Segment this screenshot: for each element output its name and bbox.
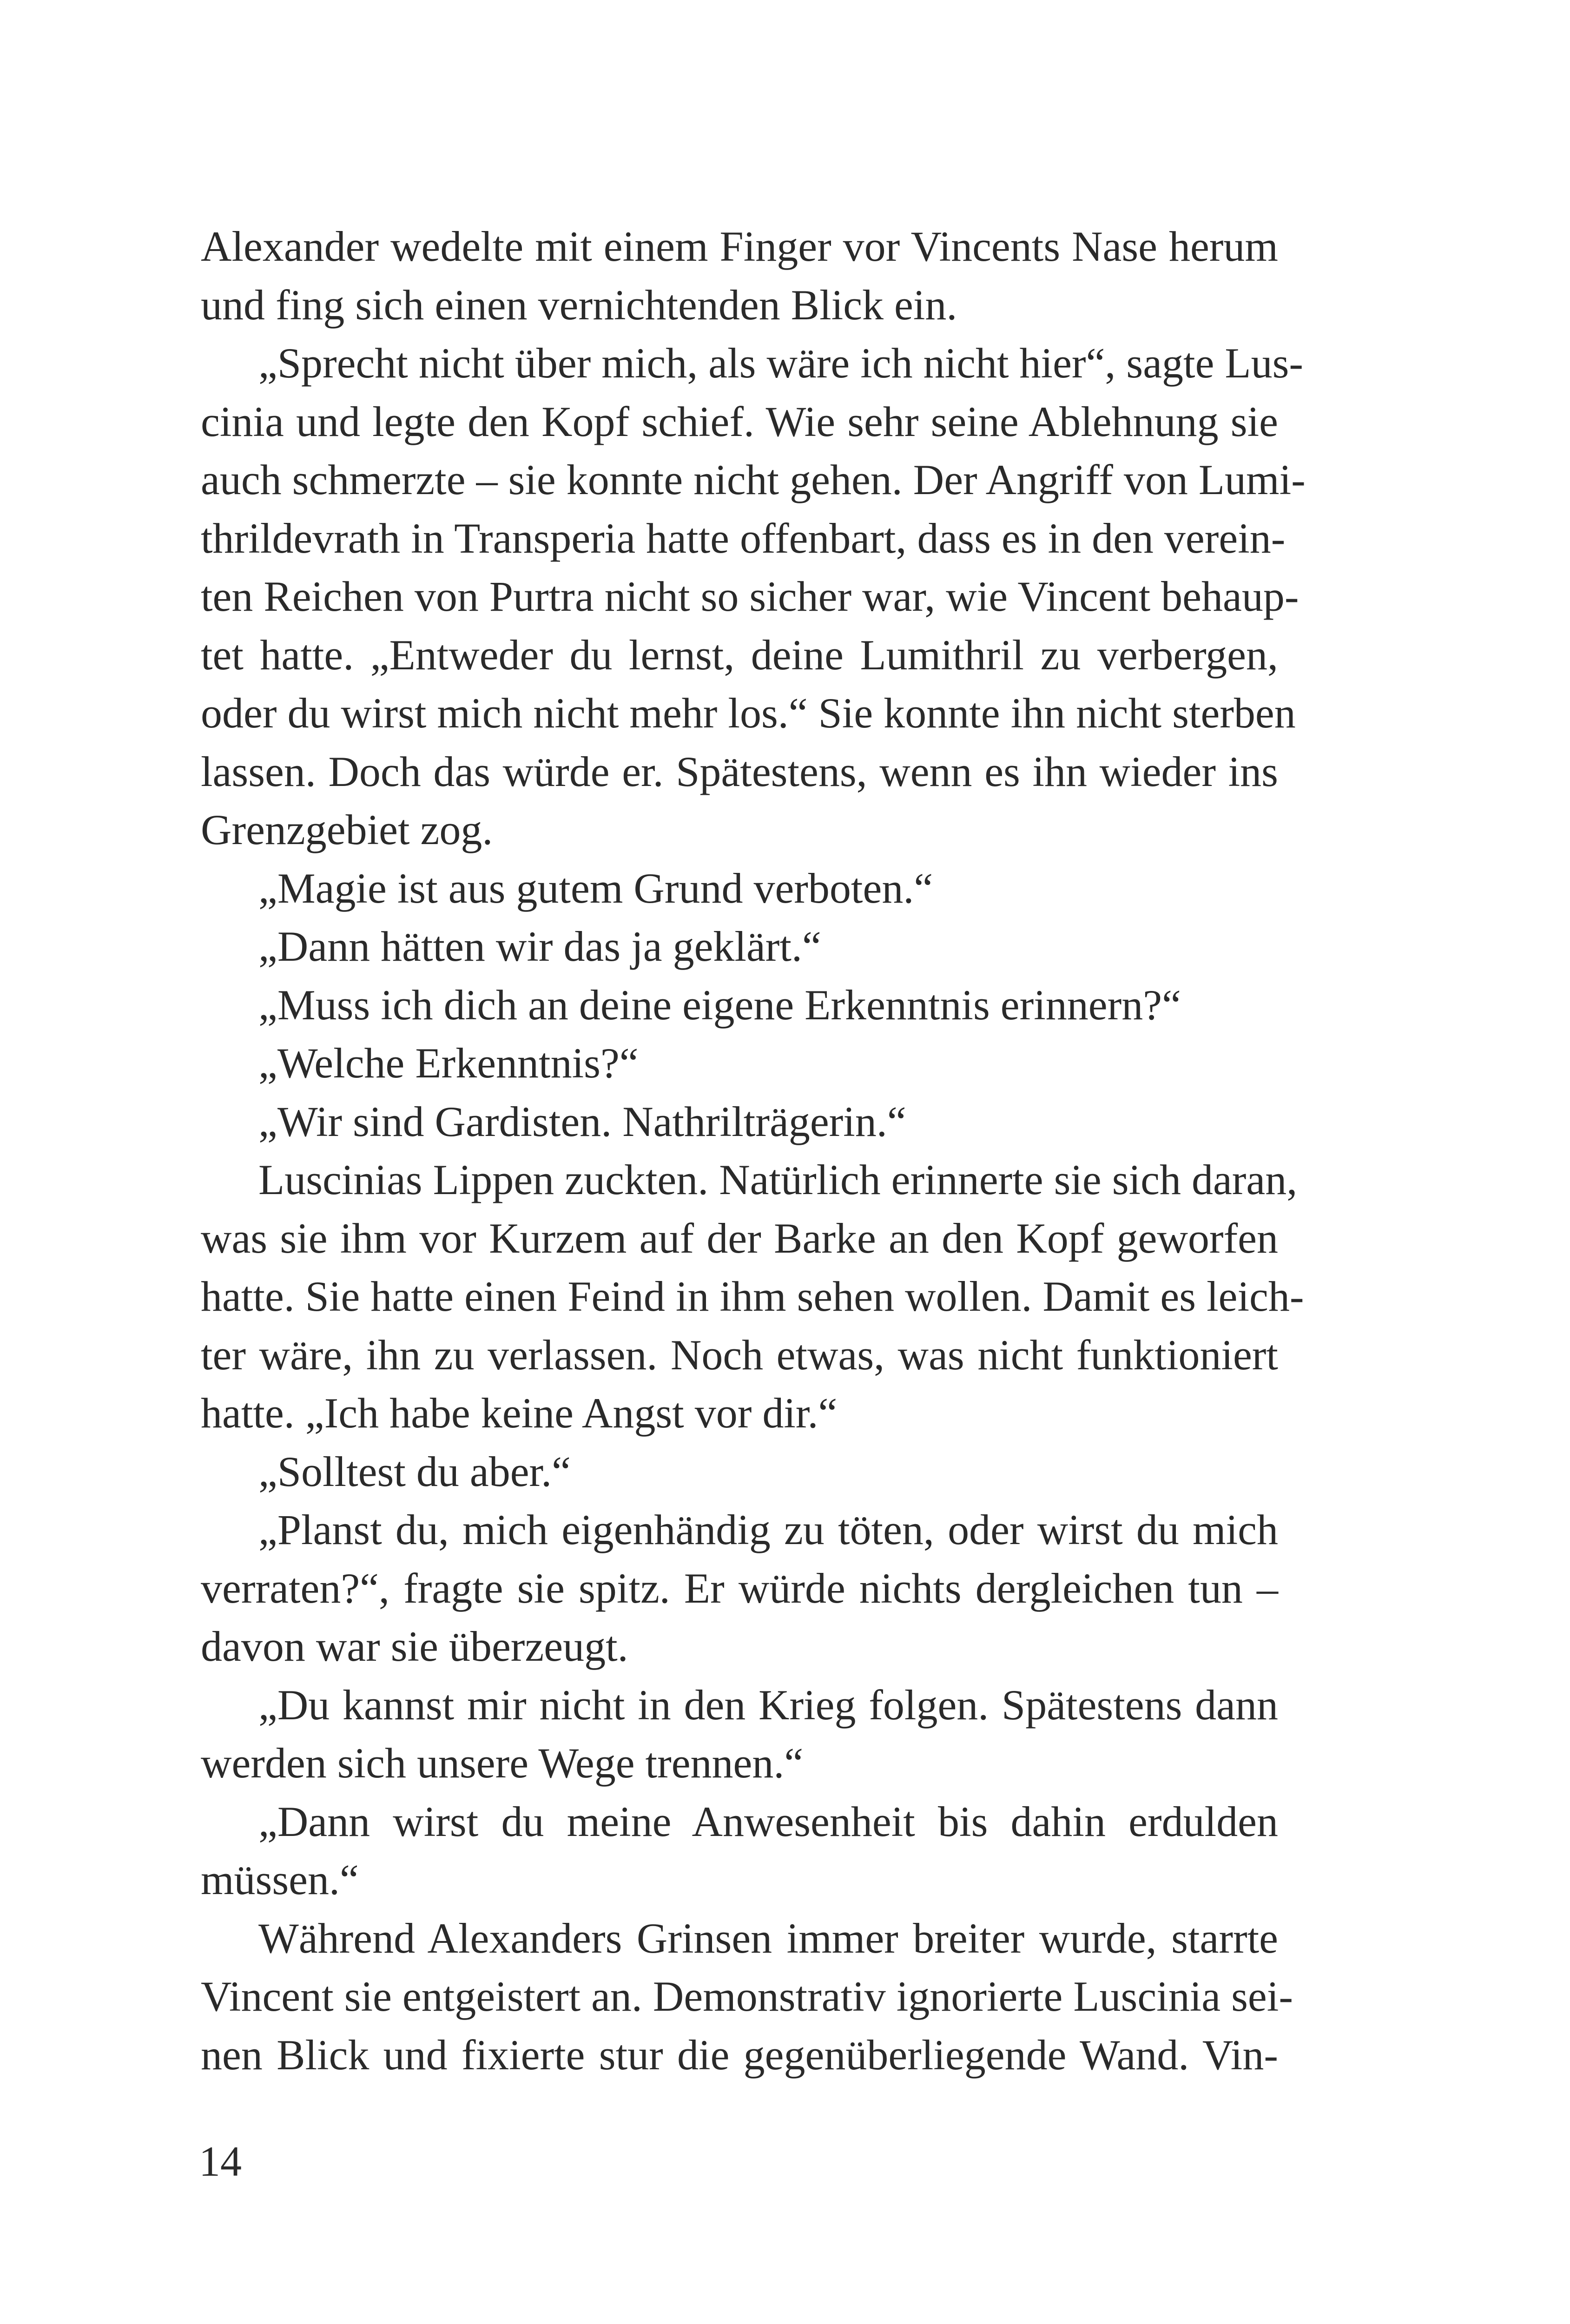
- text-line: tet hatte. „Entweder du lernst, deine Lumithril zu verbergen,: [201, 631, 1278, 679]
- text-line: „Solltest du aber.“: [258, 1447, 571, 1495]
- text-line: auch schmerzte – sie konnte nicht gehen. Der Angriff von Lumi-: [201, 456, 1306, 503]
- text-line: „Dann wirst du meine Anwesenheit bis dahin erdulden: [258, 1797, 1278, 1845]
- text-line: „Magie ist aus gutem Grund verboten.“: [258, 864, 933, 912]
- text-line: thrildevrath in Transperia hatte offenbart, dass es in den verein-: [201, 514, 1286, 562]
- text-line: was sie ihm vor Kurzem auf der Barke an den Kopf geworfen: [201, 1214, 1278, 1262]
- text-line: lassen. Doch das würde er. Spätestens, wenn es ihn wieder ins: [201, 747, 1278, 795]
- text-line: Luscinias Lippen zuckten. Natürlich erinnerte sie sich daran,: [258, 1156, 1298, 1203]
- text-line: cinia und legte den Kopf schief. Wie sehr seine Ablehnung sie: [201, 397, 1278, 445]
- text-line: und fing sich einen vernichtenden Blick ein.: [201, 281, 957, 329]
- page-number: 14: [199, 2138, 242, 2185]
- text-line: nen Blick und fixierte stur die gegenüberliegende Wand. Vin-: [201, 2031, 1278, 2079]
- text-line: werden sich unsere Wege trennen.“: [201, 1739, 804, 1787]
- text-line: verraten?“, fragte sie spitz. Er würde nichts dergleichen tun –: [201, 1564, 1278, 1612]
- text-line: „Muss ich dich an deine eigene Erkenntnis erinnern?“: [258, 981, 1181, 1029]
- body-text: [201, 218, 1306, 2084]
- text-line: Grenzgebiet zog.: [201, 806, 493, 853]
- text-line: davon war sie überzeugt.: [201, 1623, 628, 1670]
- text-line: „Sprecht nicht über mich, als wäre ich nicht hier“, sagte Lus-: [258, 339, 1304, 387]
- text-line: hatte. „Ich habe keine Angst vor dir.“: [201, 1389, 838, 1437]
- text-line: hatte. Sie hatte einen Feind in ihm sehen wollen. Damit es leich-: [201, 1273, 1304, 1320]
- text-line: „Planst du, mich eigenhändig zu töten, oder wirst du mich: [258, 1506, 1278, 1553]
- text-line: Während Alexanders Grinsen immer breiter wurde, starrte: [258, 1914, 1278, 1962]
- text-line: Vincent sie entgeistert an. Demonstrativ ignorierte Luscinia sei-: [201, 1973, 1293, 2020]
- text-line: ter wäre, ihn zu verlassen. Noch etwas, was nicht funktioniert: [201, 1331, 1278, 1379]
- text-line: „Dann hätten wir das ja geklärt.“: [258, 923, 821, 970]
- text-line: „Du kannst mir nicht in den Krieg folgen. Spätestens dann: [258, 1681, 1278, 1729]
- text-line: Alexander wedelte mit einem Finger vor Vincents Nase herum: [201, 223, 1278, 270]
- text-line: ten Reichen von Purtra nicht so sicher war, wie Vincent behaup-: [201, 573, 1299, 620]
- text-line: müssen.“: [201, 1856, 359, 1903]
- text-line: „Welche Erkenntnis?“: [258, 1039, 639, 1087]
- text-line: „Wir sind Gardisten. Nathrilträgerin.“: [258, 1097, 906, 1145]
- text-line: oder du wirst mich nicht mehr los.“ Sie konnte ihn nicht sterben: [201, 689, 1296, 737]
